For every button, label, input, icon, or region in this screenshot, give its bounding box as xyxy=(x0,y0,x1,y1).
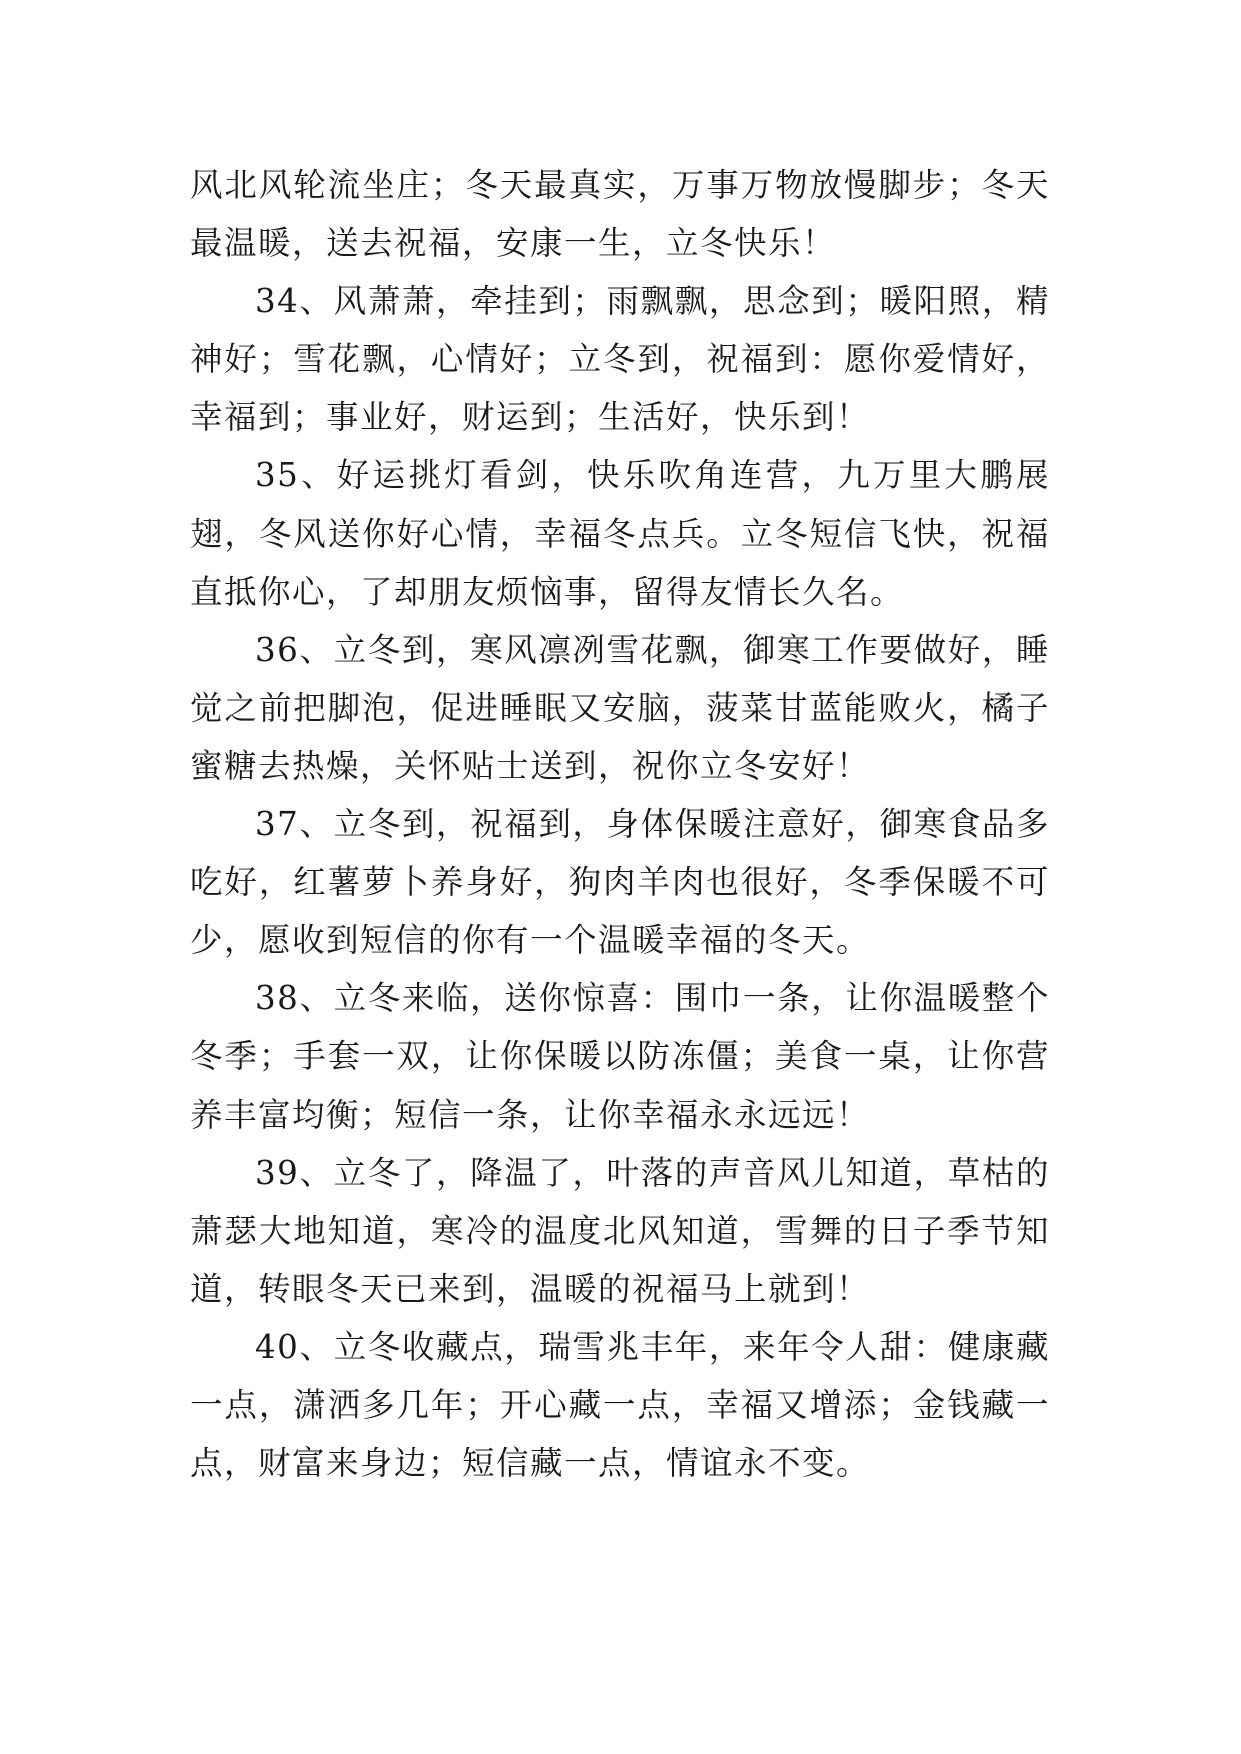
paragraph-35: 35、好运挑灯看剑，快乐吹角连营，九万里大鹏展翅，冬风送你好心情，幸福冬点兵。立冬短信飞快，祝福直抵你心，了却朋友烦恼事，留得友情长久名。 xyxy=(190,456,1050,611)
paragraph-continued: 风北风轮流坐庄；冬天最真实，万事万物放慢脚步；冬天最温暖，送去祝福，安康一生，立冬快乐！ xyxy=(190,166,1050,263)
paragraph-40: 40、立冬收藏点，瑞雪兆丰年，来年令人甜：健康藏一点，潇洒多几年；开心藏一点，幸福又增添；金钱藏一点，财富来身边；短信藏一点，情谊永不变。 xyxy=(190,1327,1050,1483)
paragraph-39: 39、立冬了，降温了，叶落的声音风儿知道，草枯的萧瑟大地知道，寒冷的温度北风知道，雪舞的日子季节知道，转眼冬天已来到，温暖的祝福马上就到！ xyxy=(190,1153,1050,1308)
paragraph-34: 34、风萧萧，牵挂到；雨飘飘，思念到；暖阳照，精神好；雪花飘，心情好；立冬到，祝福到：愿你爱情好，幸福到；事业好，财运到；生活好，快乐到！ xyxy=(190,282,1050,437)
paragraph-37: 37、立冬到，祝福到，身体保暖注意好，御寒食品多吃好，红薯萝卜养身好，狗肉羊肉也很好，冬季保暖不可少，愿收到短信的你有一个温暖幸福的冬天。 xyxy=(190,805,1050,960)
paragraph-38: 38、立冬来临，送你惊喜：围巾一条，让你温暖整个冬季；手套一双，让你保暖以防冻僵；美食一桌，让你营养丰富均衡；短信一条，让你幸福永永远远！ xyxy=(190,979,1050,1134)
paragraph-36: 36、立冬到，寒风凛冽雪花飘，御寒工作要做好，睡觉之前把脚泡，促进睡眠又安脑，菠菜甘蓝能败火，橘子蜜糖去热燥，关怀贴士送到，祝你立冬安好！ xyxy=(190,630,1050,785)
document-body xyxy=(190,156,1050,1492)
